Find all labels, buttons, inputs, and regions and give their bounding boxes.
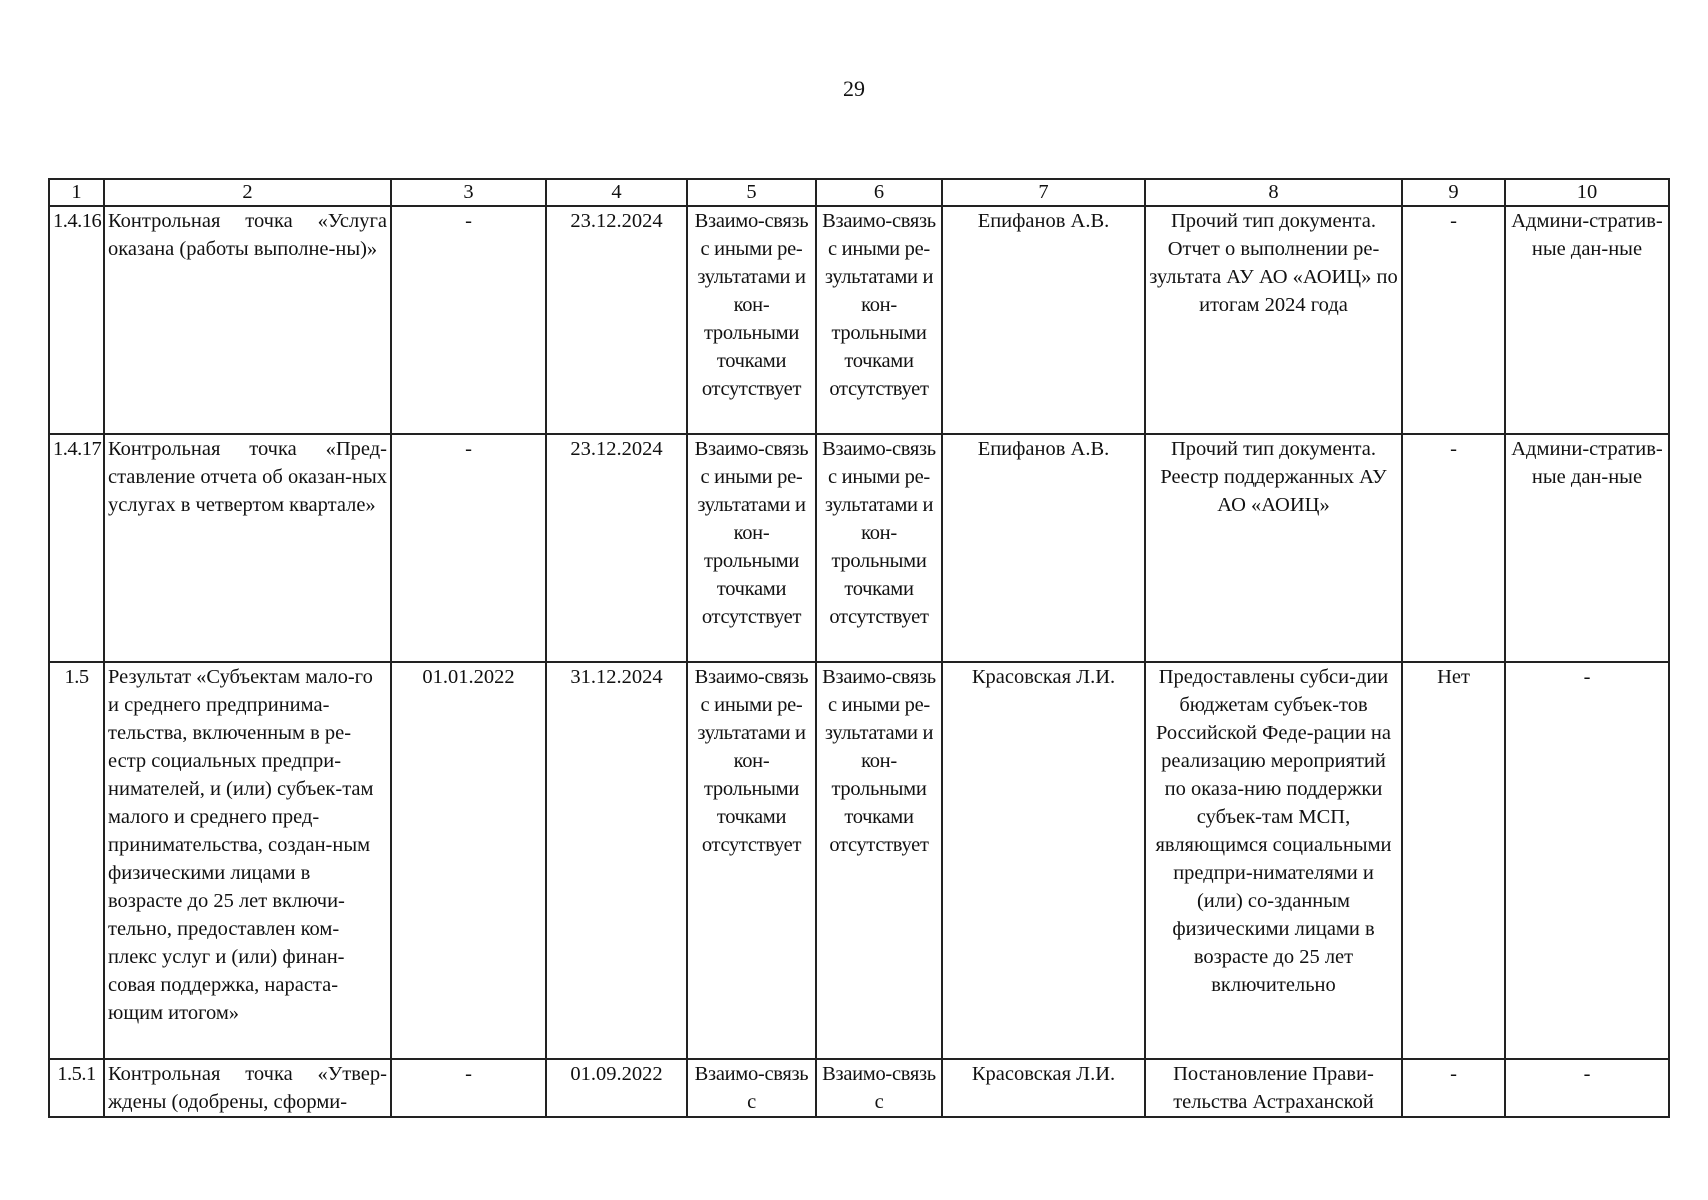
row-start-date: - [391, 434, 546, 662]
row-col9: Нет [1402, 662, 1505, 1059]
row-responsible: Епифанов А.В. [942, 206, 1145, 434]
row-responsible: Красовская Л.И. [942, 662, 1145, 1059]
row-responsible: Красовская Л.И. [942, 1059, 1145, 1117]
column-header: 3 [391, 179, 546, 206]
row-name: Контрольная точка «Утвер-ждены (одобрены, сформи- [104, 1059, 391, 1117]
column-header: 1 [49, 179, 104, 206]
row-end-date: 01.09.2022 [546, 1059, 687, 1117]
column-header: 9 [1402, 179, 1505, 206]
row-col5: Взаимо-связь с иными ре-зультатами и кон-трольными точками отсутствует [687, 662, 816, 1059]
row-responsible: Епифанов А.В. [942, 434, 1145, 662]
row-col10: Админи-стратив-ные дан-ные [1505, 434, 1669, 662]
row-col6: Взаимо-связь с [816, 1059, 942, 1117]
row-start-date: - [391, 1059, 546, 1117]
column-header: 4 [546, 179, 687, 206]
row-document: Предоставлены субси-дии бюджетам субъек-тов Российской Феде-рации на реализацию мероприятий по оказа-нию поддержки субъек-там МСП, являющимся социальными предпри-нимателями и (или) со-зданным физическими лицами в возрасте до 25 лет включительно [1145, 662, 1402, 1059]
row-number: 1.5.1 [49, 1059, 104, 1117]
table-row [49, 434, 1669, 662]
row-document: Прочий тип документа. Отчет о выполнении ре-зультата АУ АО «АОИЦ» по итогам 2024 года [1145, 206, 1402, 434]
column-header: 5 [687, 179, 816, 206]
row-col9: - [1402, 1059, 1505, 1117]
row-col9: - [1402, 434, 1505, 662]
row-col6: Взаимо-связь с иными ре-зультатами и кон-трольными точками отсутствует [816, 434, 942, 662]
table-row [49, 206, 1669, 434]
row-name: Контрольная точка «Услуга оказана (работы выполне-ны)» [104, 206, 391, 434]
column-header: 6 [816, 179, 942, 206]
row-end-date: 23.12.2024 [546, 206, 687, 434]
row-start-date: - [391, 206, 546, 434]
row-col5: Взаимо-связь с иными ре-зультатами и кон-трольными точками отсутствует [687, 434, 816, 662]
row-col10: Админи-стратив-ные дан-ные [1505, 206, 1669, 434]
row-number: 1.4.17 [49, 434, 104, 662]
row-number: 1.4.16 [49, 206, 104, 434]
table-row [49, 1059, 1669, 1117]
row-col10: - [1505, 1059, 1669, 1117]
row-col9: - [1402, 206, 1505, 434]
table-header-row [49, 179, 1669, 206]
row-col10: - [1505, 662, 1669, 1059]
column-header: 7 [942, 179, 1145, 206]
row-end-date: 31.12.2024 [546, 662, 687, 1059]
row-col6: Взаимо-связь с иными ре-зультатами и кон-трольными точками отсутствует [816, 206, 942, 434]
column-header: 2 [104, 179, 391, 206]
row-number: 1.5 [49, 662, 104, 1059]
row-end-date: 23.12.2024 [546, 434, 687, 662]
table-row [49, 662, 1669, 1059]
row-col5: Взаимо-связь с иными ре-зультатами и кон-трольными точками отсутствует [687, 206, 816, 434]
row-col5: Взаимо-связь с [687, 1059, 816, 1117]
row-name: Контрольная точка «Пред-ставление отчета об оказан-ных услугах в четвертом квартале» [104, 434, 391, 662]
row-start-date: 01.01.2022 [391, 662, 546, 1059]
row-document: Прочий тип документа. Реестр поддержанных АУ АО «АОИЦ» [1145, 434, 1402, 662]
results-table [48, 178, 1670, 1118]
row-name: Результат «Субъектам мало-го и среднего предпринима-тельства, включенным в ре-естр социальных предпри-нимателей, и (или) субъек-там малого и среднего пред-принимательства, создан-ным физическими лицами в возрасте до 25 лет включи-тельно, предоставлен ком-плекс услуг и (или) финан-совая поддержка, нараста-ющим итогом» [104, 662, 391, 1059]
page-number: 29 [843, 76, 865, 101]
row-col6: Взаимо-связь с иными ре-зультатами и кон-трольными точками отсутствует [816, 662, 942, 1059]
column-header: 8 [1145, 179, 1402, 206]
column-header: 10 [1505, 179, 1669, 206]
row-document: Постановление Прави-тельства Астраханской [1145, 1059, 1402, 1117]
